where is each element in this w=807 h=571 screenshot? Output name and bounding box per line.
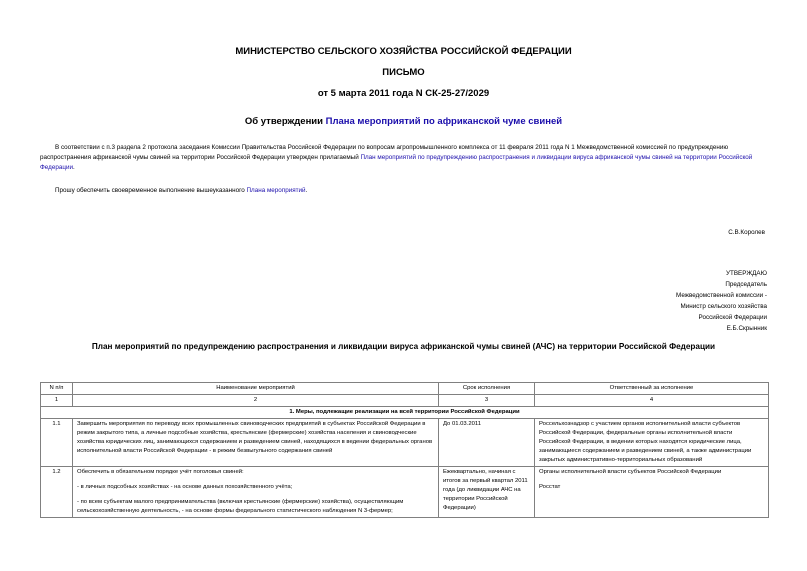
row-action: Завершить мероприятия по переводу всех промышленных свиноводческих предприятий в субъектах Российской Федерации в режим закрытого типа, а личные подсобные хозяйства, крестьянские (фермерские) хозяйства населения и свиноводческие хозяйства юридических лиц, занимающихся содержанием и разведением свиней, находящихся в ведении федеральных органов исполнительной власти Российской Федерации - в режим безвыгульного содержания свиней (73, 419, 439, 467)
plan-table (40, 382, 769, 518)
table-row (41, 467, 769, 518)
approval-line: УТВЕРЖДАЮ (725, 270, 767, 277)
body-paragraph-2 (40, 186, 768, 196)
row-action (73, 467, 439, 518)
section-row (41, 407, 769, 419)
subject-prefix: Об утверждении (244, 116, 326, 127)
responsible-line: Органы исполнительной власти субъектов Российской Федерации (539, 469, 722, 475)
approval-line: Межведомственной комиссии - (676, 292, 767, 299)
plan-title: План мероприятий по предупреждению распространения и ликвидации вируса африканской чумы свиней (АЧС) на территории Российской Федерации (91, 342, 716, 351)
document-date: от 5 марта 2011 года N СК-25-27/2029 (317, 88, 490, 99)
action-line: - по всем субъектам малого предпринимательства (включая крестьянские (фермерские) хозяйства), осуществляющим сельскохозяйственную деятельность, - на основе формы федерального статистического наблюдения N 3-фермер; (77, 499, 404, 514)
column-number: 2 (73, 395, 439, 407)
subject-plan-link[interactable]: Плана мероприятий по африканской чуме свиней (325, 116, 563, 127)
column-number-row (41, 395, 769, 407)
responsible-line: Росстат (539, 484, 561, 490)
body-paragraph-1 (40, 143, 768, 173)
row-deadline: До 01.03.2011 (439, 419, 535, 467)
paragraph-1-text: В соответствии с п.3 раздела 2 протокола заседания Комиссии Правительства Российской Федерации по вопросам агропромышленного комплекса от 11 февраля 2011 года N 1 Межведомственной комиссией по предупреждению распространения африканской чумы свиней на территории Российской Федерации утвержден прилагаемый (40, 144, 729, 161)
column-number: 3 (439, 395, 535, 407)
row-responsible: Россельхознадзор с участием органов исполнительной власти субъектов Российской Федерации, федеральные органы исполнительной власти Российской Федерации, в ведении которых находятся юридические лица, занимающиеся содержанием и разведением свиней, а также администрации закрытых административно-территориальных образований (535, 419, 769, 467)
column-number: 1 (41, 395, 73, 407)
paragraph-1-plan-link[interactable]: План мероприятий по предупреждению распространения и ликвидации вируса африканской чумы свиней на территории Российской Федерации (40, 154, 753, 171)
action-line: Обеспечить в обязательном порядке учёт поголовья свиней: (77, 469, 244, 475)
row-number: 1.2 (41, 467, 73, 518)
row-responsible (535, 467, 769, 518)
table-row (41, 419, 769, 467)
column-number: 4 (535, 395, 769, 407)
paragraph-2-text: Прошу обеспечить своевременное выполнение вышеуказанного (55, 187, 247, 194)
column-header: Ответственный за исполнение (535, 383, 769, 395)
approval-line: Российской Федерации (698, 314, 767, 321)
column-header: N п/п (41, 383, 73, 395)
document-type: ПИСЬМО (382, 67, 425, 78)
row-number: 1.1 (41, 419, 73, 467)
column-header: Срок исполнения (439, 383, 535, 395)
action-line: - в личных подсобных хозяйствах - на основе данных похозяйственного учёта; (77, 484, 293, 490)
document-subject (0, 116, 807, 127)
approval-line: Е.Б.Скрынник (726, 325, 767, 332)
approval-line: Министр сельского хозяйства (680, 303, 767, 310)
column-header: Наименование мероприятий (73, 383, 439, 395)
approval-line: Председатель (725, 281, 767, 288)
section-heading: 1. Меры, подлежащие реализации на всей территории Российской Федерации (41, 407, 769, 419)
paragraph-1-end: . (72, 164, 75, 171)
paragraph-2-end: . (305, 187, 308, 194)
table-header-row (41, 383, 769, 395)
signature: С.В.Королев (728, 229, 765, 236)
approval-block (567, 268, 767, 334)
paragraph-2-plan-link[interactable]: Плана мероприятий (246, 187, 306, 194)
row-deadline: Ежеквартально, начиная с итогов за первый квартал 2011 года (до ликвидации АЧС на территории Российской Федерации) (439, 467, 535, 518)
ministry-heading: МИНИСТЕРСТВО СЕЛЬСКОГО ХОЗЯЙСТВА РОССИЙСКОЙ ФЕДЕРАЦИИ (235, 46, 572, 57)
